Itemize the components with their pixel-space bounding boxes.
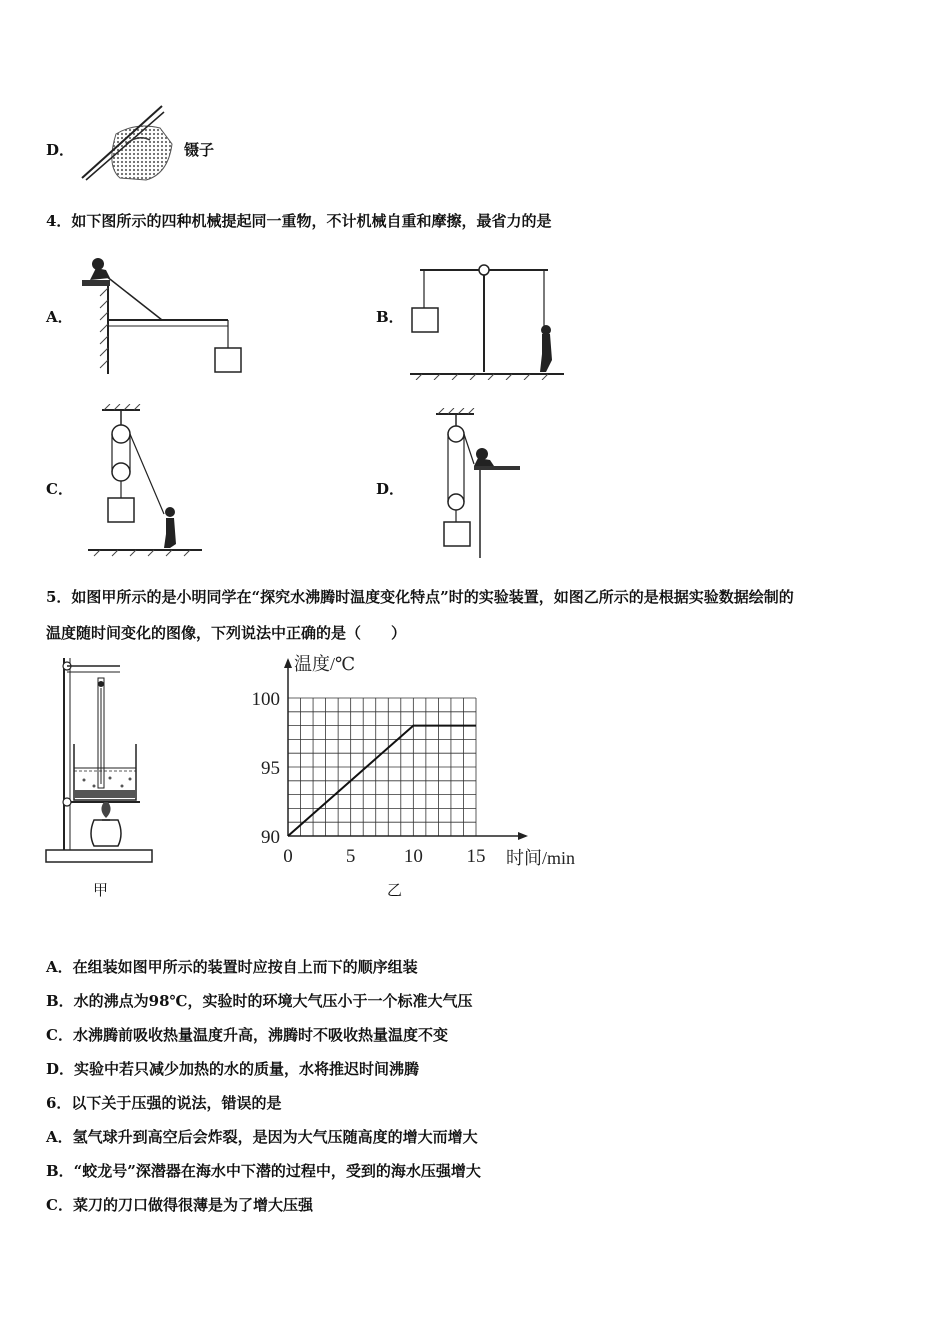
q3-option-d-text: 镊子 [184,141,215,159]
q6-option-a: A．氢气球升到高空后会炸裂，是因为大气压随高度的增大而增大 [46,1128,478,1146]
pulley-block-c-figure [84,404,214,559]
q3-option-d-label: D． [46,141,75,159]
y-axis-arrow [284,658,292,668]
x-tick-label: 5 [345,846,356,867]
q4-label-a: A． [46,308,73,326]
q4-label-b: B． [376,308,404,326]
q5-option-c: C．水沸腾前吸收热量温度升高，沸腾时不吸收热量温度不变 [46,1026,448,1044]
x-tick-label: 10 [403,846,423,867]
tweezers-image [76,104,176,184]
q6-option-c: C．菜刀的刀口做得很薄是为了增大压强 [46,1196,313,1214]
y-tick-label: 90 [261,827,280,848]
pulley-block-d-figure [430,408,525,560]
y-tick-label: 100 [251,689,280,710]
q5-option-a: A．在组装如图甲所示的装置时应按自上而下的顺序组装 [46,958,418,976]
q5-stem-line1: 5．如图甲所示的是小明同学在“探究水沸腾时温度变化特点”时的实验装置，如图乙所示的是根据实验数据绘制的 [46,588,794,606]
q4-stem: 4．如下图所示的四种机械提起同一重物，不计机械自重和摩擦，最省力的是 [46,212,552,230]
q5-option-d: D．实验中若只减少加热的水的质量，水将推迟时间沸腾 [46,1060,420,1078]
q5-stem-line2: 温度随时间变化的图像，下列说法中正确的是（ ） [46,624,407,642]
q6-option-b: B．“蛟龙号”深潜器在海水中下潜的过程中，受到的海水压强增大 [46,1162,481,1180]
boiling-apparatus-figure [44,652,156,870]
temperature-time-chart [236,652,598,902]
unequal-lever-figure [408,250,568,380]
x-axis-arrow [518,832,528,840]
q6-stem: 6．以下关于压强的说法，错误的是 [46,1094,282,1112]
fig-jia-caption: 甲 [93,881,109,899]
lever-wall-figure [76,252,256,382]
x-tick-label: 0 [283,846,293,867]
chart-x-axis-label: 时间/min [506,848,576,868]
q4-label-d: D． [376,480,405,498]
fig-yi-caption: 乙 [387,881,403,899]
y-tick-label: 95 [261,758,280,779]
x-tick-label: 15 [466,846,486,867]
q5-option-b: B．水的沸点为98℃，实验时的环境大气压小于一个标准大气压 [46,992,473,1010]
q4-label-c: C． [46,480,73,498]
chart-y-axis-label: 温度/℃ [294,654,356,674]
